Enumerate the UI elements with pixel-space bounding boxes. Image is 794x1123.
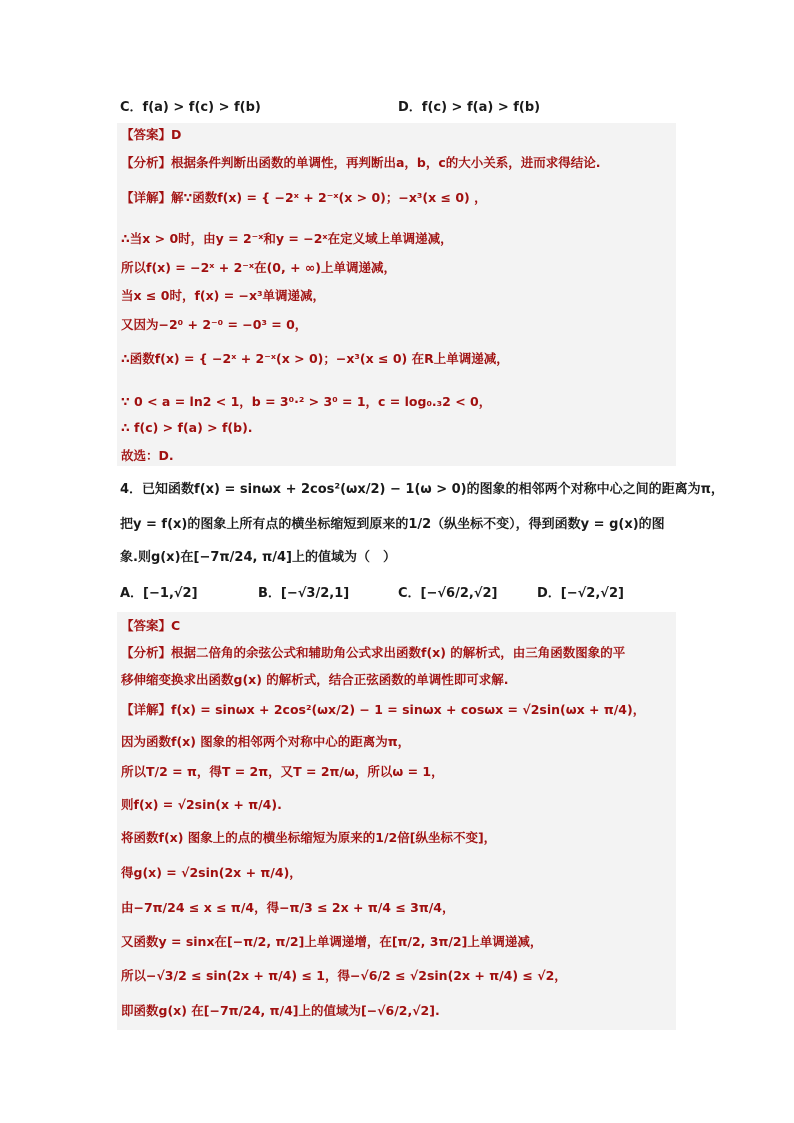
q3-detail-6: ∴函数f(x) = { −2ˣ + 2⁻ˣ(x > 0)；−x³(x ≤ 0) 在R上单调递减， [121, 351, 509, 366]
q4-detail-10: 即函数g(x) 在[−7π/24, π/4]上的值域为[−√6/2,√2]. [121, 1003, 440, 1018]
q4-stem-line-3: 象.则g(x)在[−7π/24, π/4]上的值域为（ ） [120, 550, 396, 565]
q3-detail-2: ∴当x > 0时，由y = 2⁻ˣ和y = −2ˣ在定义域上单调递减， [121, 231, 453, 246]
q4-choice-d: D．[−√2,√2] [537, 586, 624, 601]
q3-choose: 故选：D. [121, 448, 174, 463]
q4-choice-c: C．[−√6/2,√2] [398, 586, 498, 601]
q4-solution-block [117, 612, 676, 1030]
q3-detail-7: ∵ 0 < a = ln2 < 1，b = 3⁰·² > 3⁰ = 1，c = log₀.₃2 < 0， [121, 394, 492, 409]
q4-analysis-2: 移伸缩变换求出函数g(x) 的解析式，结合正弦函数的单调性即可求解. [121, 672, 509, 687]
q3-options [120, 96, 680, 118]
q3-detail-3: 所以f(x) = −2ˣ + 2⁻ˣ在(0, + ∞)上单调递减， [121, 260, 397, 275]
q3-solution-block [117, 123, 676, 466]
q4-detail-2: 因为函数f(x) 图象的相邻两个对称中心的距离为π， [121, 734, 411, 749]
q3-option-c: C．f(a) > f(c) > f(b) [120, 100, 261, 115]
q3-detail-1: 【详解】解∵函数f(x) = { −2ˣ + 2⁻ˣ(x > 0)；−x³(x ≤ 0) ， [121, 190, 487, 205]
q4-detail-4: 则f(x) = √2sin(x + π/4). [121, 797, 282, 812]
q4-detail-5: 将函数f(x) 图象上的点的横坐标缩短为原来的1/2倍[纵坐标不变]， [121, 830, 497, 845]
q4-detail-8: 又函数y = sinx在[−π/2, π/2]上单调递增，在[π/2, 3π/2]上单调递减， [121, 934, 543, 949]
q4-detail-7: 由−7π/24 ≤ x ≤ π/4，得−π/3 ≤ 2x + π/4 ≤ 3π/4， [121, 900, 455, 915]
q4-detail-3: 所以T/2 = π，得T = 2π，又T = 2π/ω，所以ω = 1， [121, 764, 444, 779]
q4-stem-line-1: 4．已知函数f(x) = sinωx + 2cos²(ωx/2) − 1(ω > 0)的图象的相邻两个对称中心之间的距离为π， [120, 482, 724, 497]
q3-detail-8: ∴ f(c) > f(a) > f(b). [121, 420, 253, 435]
q4-stem-line-2: 把y = f(x)的图象上所有点的横坐标缩短到原来的1/2（纵坐标不变），得到函数y = g(x)的图 [120, 517, 665, 532]
q4-answer: 【答案】C [121, 618, 181, 633]
q3-analysis: 【分析】根据条件判断出函数的单调性，再判断出a，b，c的大小关系，进而求得结论. [121, 155, 601, 170]
q4-analysis-1: 【分析】根据二倍角的余弦公式和辅助角公式求出函数f(x) 的解析式，由三角函数图象的平 [121, 645, 626, 660]
q4-detail-9: 所以−√3/2 ≤ sin(2x + π/4) ≤ 1，得−√6/2 ≤ √2sin(2x + π/4) ≤ √2， [121, 968, 567, 983]
q4-detail-1: 【详解】f(x) = sinωx + 2cos²(ωx/2) − 1 = sinωx + cosωx = √2sin(ωx + π/4)， [121, 702, 646, 717]
q3-detail-4: 当x ≤ 0时，f(x) = −x³单调递减， [121, 288, 326, 303]
q3-answer: 【答案】D [121, 127, 182, 142]
q3-option-d: D．f(c) > f(a) > f(b) [398, 100, 541, 115]
q4-choice-b: B．[−√3/2,1] [258, 586, 350, 601]
q4-choice-a: A．[−1,√2] [120, 586, 198, 601]
q4-detail-6: 得g(x) = √2sin(2x + π/4)， [121, 865, 302, 880]
q3-detail-5: 又因为−2⁰ + 2⁻⁰ = −0³ = 0， [121, 317, 308, 332]
